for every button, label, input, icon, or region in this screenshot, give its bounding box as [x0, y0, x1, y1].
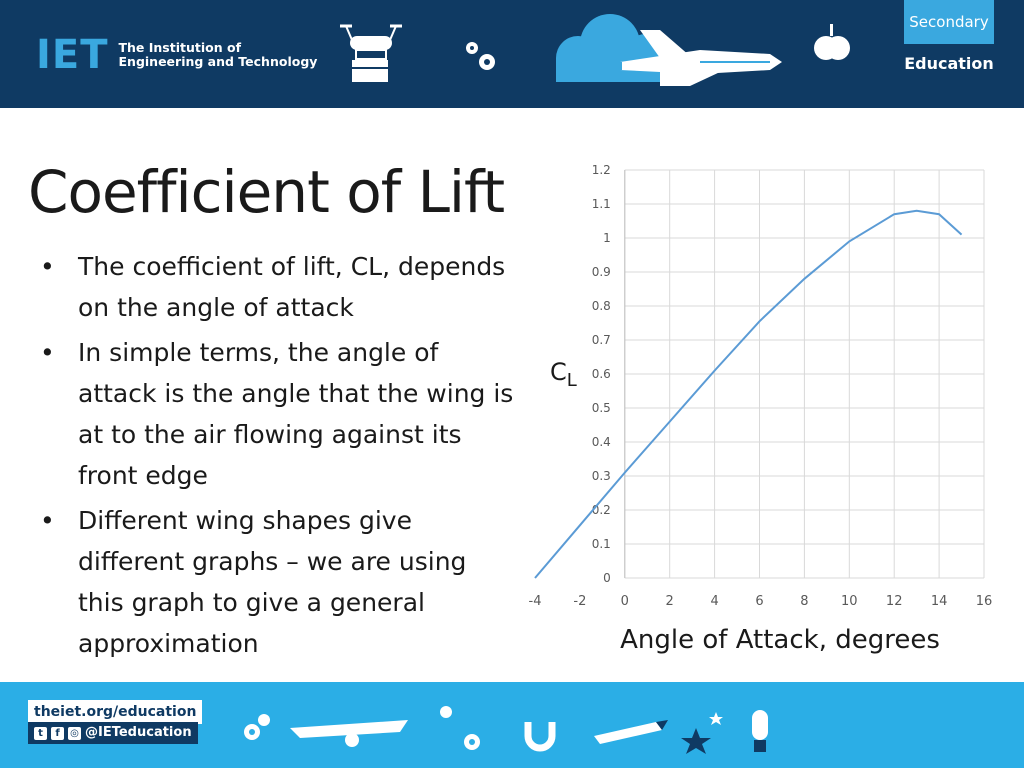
social-handle: @IETeducation [85, 725, 192, 740]
bullet-dot-icon: • [40, 252, 55, 281]
bullet-dot-icon: • [40, 506, 55, 535]
slide-title: Coefficient of Lift [28, 158, 505, 226]
stars-icon [681, 712, 723, 754]
chart-svg [520, 150, 1000, 670]
y-tick-label: 1 [603, 231, 611, 245]
bullet-item [36, 332, 516, 496]
org-name-line-2: Engineering and Technology [118, 54, 318, 69]
y-tick-label: 1.1 [591, 197, 611, 211]
y-tick-label: 0.4 [591, 435, 611, 449]
y-tick-label: 0.3 [591, 469, 611, 483]
drone-icon [340, 26, 402, 82]
secondary-badge: Secondary [904, 0, 994, 44]
bullet-list [36, 246, 516, 668]
plane-icon [290, 720, 408, 747]
x-tick-label: 8 [800, 594, 809, 609]
iet-logo-mark: IET [36, 32, 109, 78]
x-axis-label: Angle of Attack, degrees [620, 625, 940, 655]
chart-grid [625, 170, 984, 578]
x-tick-labels [529, 594, 993, 609]
y-tick-labels [592, 163, 611, 585]
x-tick-label: 4 [710, 594, 719, 609]
bullet-text: The coefficient of lift, CL, depends on the angle of attack [78, 252, 506, 322]
y-tick-label: 0.5 [591, 401, 611, 415]
header-banner [0, 0, 1024, 108]
education-label: Education [904, 54, 994, 73]
y-tick-label: 0.7 [591, 333, 611, 347]
x-tick-label: 16 [975, 594, 993, 609]
facebook-icon[interactable]: f [51, 727, 64, 740]
twitter-icon[interactable]: t [34, 727, 47, 740]
bullet-dot-icon: • [40, 338, 55, 367]
gears-icon [244, 714, 270, 740]
org-name-line-1: The Institution of [118, 40, 242, 55]
y-tick-label: 1.2 [591, 163, 611, 177]
apple-icon [814, 24, 850, 60]
y-tick-label: 0.8 [591, 299, 611, 313]
y-tick-label: 0.9 [591, 265, 611, 279]
iet-org-name [119, 41, 318, 69]
x-tick-label: 10 [841, 594, 858, 609]
y-tick-label: 0.2 [591, 503, 611, 517]
bullet-text: In simple terms, the angle of attack is the angle that the wing is at to the air flowing against its front edge [78, 338, 514, 490]
bullet-item [36, 500, 516, 664]
lift-coefficient-chart [520, 150, 1000, 674]
y-tick-label: 0.6 [591, 367, 611, 381]
x-tick-label: -2 [573, 594, 587, 609]
bullet-item [36, 246, 516, 328]
x-tick-label: -4 [528, 594, 542, 609]
x-tick-label: 2 [665, 594, 674, 609]
x-tick-label: 0 [620, 594, 629, 609]
y-axis-label-sub: L [566, 370, 577, 391]
x-tick-label: 14 [930, 594, 948, 609]
y-tick-label: 0 [603, 571, 611, 585]
instagram-icon[interactable]: ◎ [68, 727, 81, 740]
bullet-text: Different wing shapes give different graphs – we are using this graph to give a general approximation [78, 506, 467, 658]
y-axis-label-main: C [550, 358, 567, 386]
y-axis-label [550, 358, 577, 391]
footer-website-link[interactable]: theiet.org/education [28, 700, 202, 724]
footer-social-links[interactable] [28, 722, 198, 744]
gears-icon [466, 42, 495, 70]
light-bulb-icon [752, 710, 768, 752]
cloud-icon [556, 14, 668, 82]
y-tick-label: 0.1 [591, 537, 611, 551]
iet-logo[interactable] [36, 32, 318, 78]
location-pin-icon [440, 706, 480, 750]
x-tick-label: 6 [755, 594, 764, 609]
magnet-icon [528, 722, 552, 748]
x-tick-label: 12 [885, 594, 903, 609]
pencil-icon [594, 720, 668, 744]
